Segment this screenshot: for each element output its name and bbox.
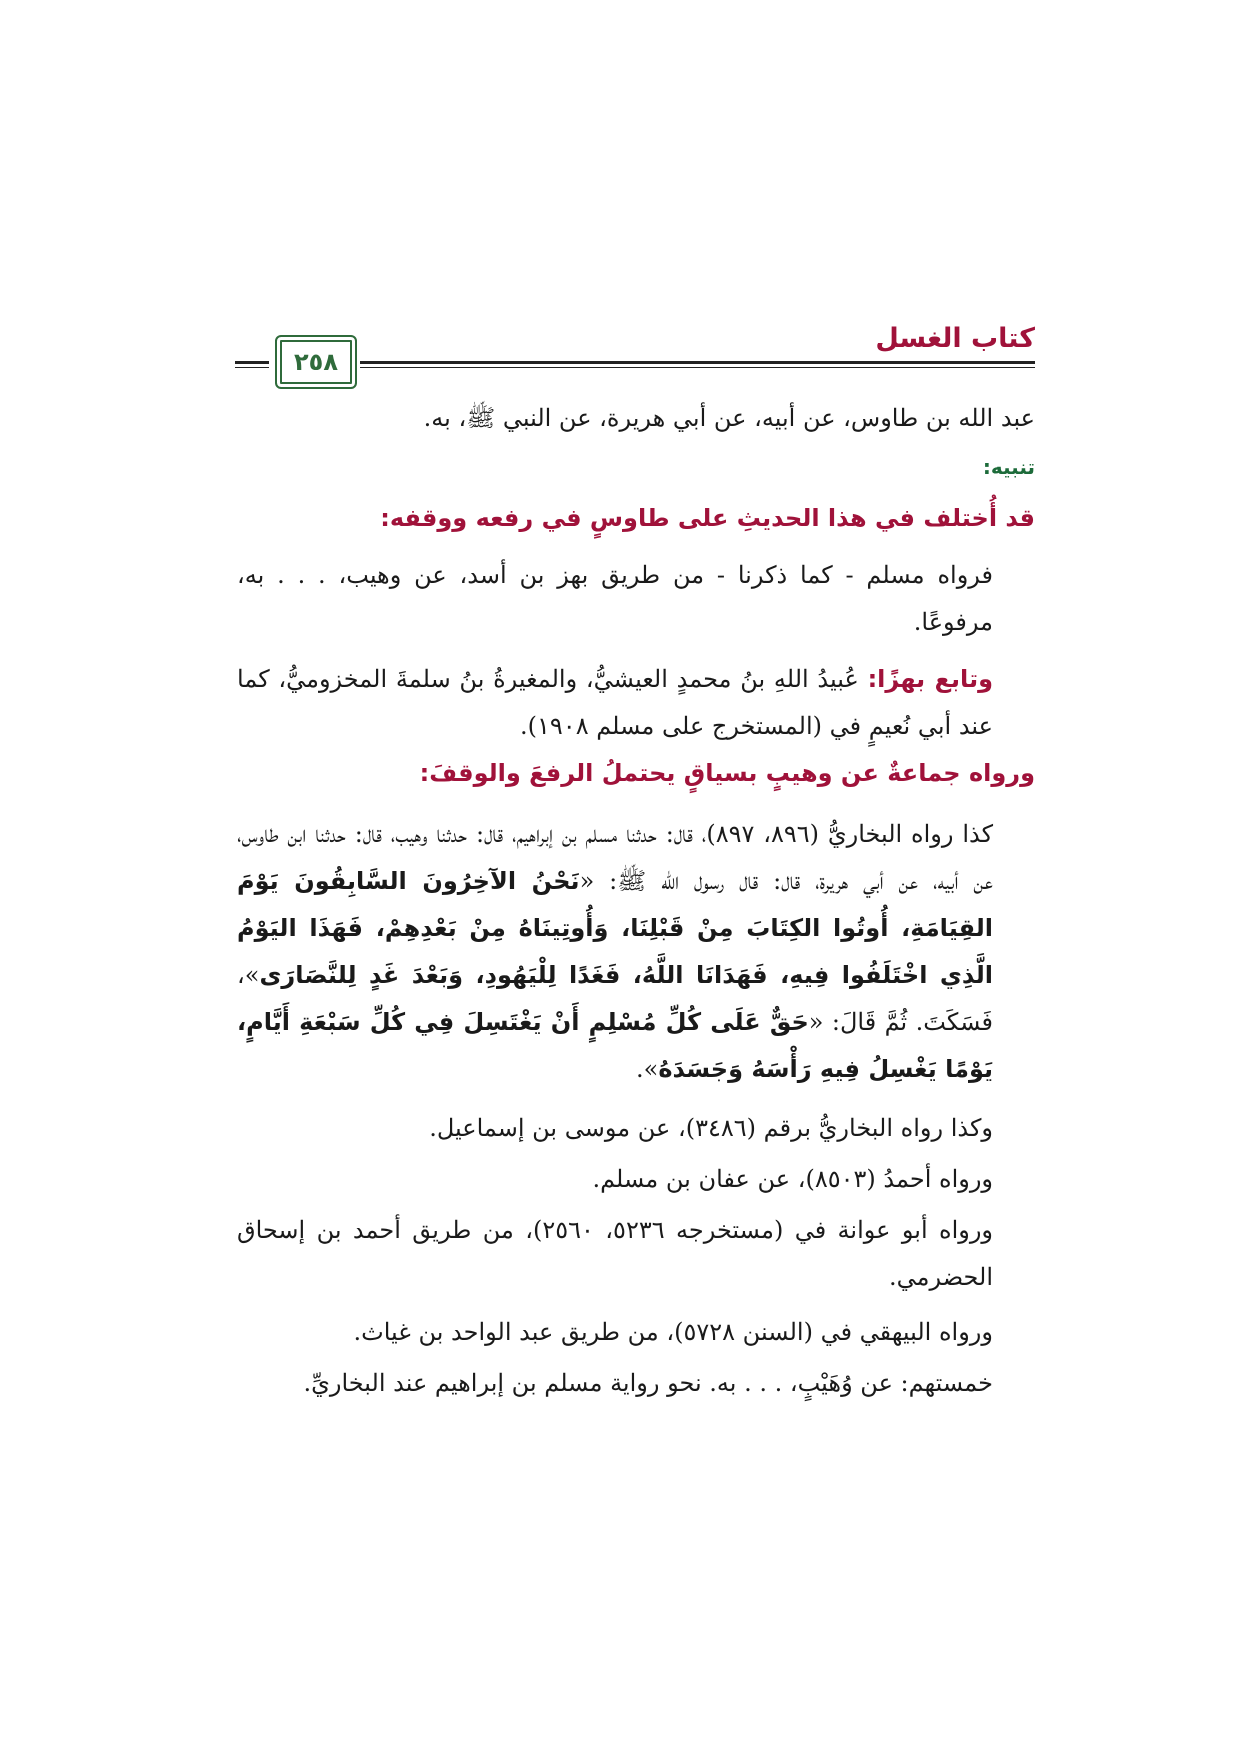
hadith-text: نَحْنُ الآخِرُونَ السَّابِقُونَ يَوْمَ القِيَامَةِ، أُوتُوا الكِتَابَ مِنْ قَبْلِنَا، وَأُوتِينَاهُ مِنْ بَعْدِهِمْ، فَهَذَا اليَوْمُ الَّذِي اخْتَلَفُوا فِيهِ، فَهَدَانَا اللَّهُ، فَغَدًا لِلْيَهُودِ، وَبَعْدَ غَدٍ لِلنَّصَارَى — [237, 867, 993, 989]
paragraph-bukhari — [237, 811, 1035, 1093]
page-number-badge — [275, 335, 357, 389]
paragraph-text: عُبيدُ اللهِ بنُ محمدٍ العيشيُّ، والمغيرةُ بنُ سلمةَ المخزوميُّ، كما عند أبي نُعيمٍ في (المستخرج على مسلم ١٩٠٨). — [237, 665, 993, 740]
header-rule-thin — [360, 367, 1035, 368]
heading-group-narration: ورواه جماعةٌ عن وهيبٍ بسياقٍ يحتملُ الرفعَ والوقفَ: — [419, 759, 1035, 787]
paragraph-text: ». — [636, 1055, 659, 1083]
header-rule-left — [235, 361, 269, 364]
note-title: تنبيه: — [982, 455, 1035, 479]
paragraph-text: »، فَسَكَتَ. ثُمَّ قَالَ: « — [237, 961, 993, 1036]
paragraph-ahmad: ورواه أحمدُ (٨٥٠٣)، عن عفان بن مسلم. — [592, 1165, 993, 1193]
paragraph-bayhaqi: ورواه البيهقي في (السنن ٥٧٢٨)، من طريق عبد الواحد بن غياث. — [353, 1318, 993, 1346]
paragraph-text: كذا رواه البخاريُّ (٨٩٦، ٨٩٧)، قال: حدثنا مسلم بن إبراهيم، قال: حدثنا وهيب، قال: حدثنا ابن طاوس، عن أبيه، عن أبي هريرة، قال: قال رسول الله ﷺ: « — [237, 820, 994, 895]
page-body — [237, 395, 1035, 1407]
paragraph-abu-awana: ورواه أبو عوانة في (مستخرجه ٥٢٣٦، ٢٥٦٠)، من طريق أحمد بن إسحاق الحضرمي. — [237, 1216, 994, 1291]
note-paragraph — [237, 446, 1035, 487]
paragraph-muslim-narration: فرواه مسلم - كما ذكرنا - من طريق بهز بن أسد، عن وهيب، . . . به، مرفوعًا. — [237, 561, 993, 636]
section-heading — [237, 495, 1035, 542]
paragraph-lead: وتابع بهزًا: — [867, 665, 994, 693]
running-title: كتاب الغسل — [875, 323, 1035, 354]
hadith-text: حَقٌّ عَلَى كُلِّ مُسْلِمٍ أَنْ يَغْتَسِلَ فِي كُلِّ سَبْعَةِ أَيَّامٍ، يَوْمًا يَغْسِلُ فِيهِ رَأْسَهُ وَجَسَدَهُ — [237, 1008, 993, 1083]
heading-disagreement: قد أُختلف في هذا الحديثِ على طاوسٍ في رفعه ووقفه: — [380, 504, 1035, 532]
page-header — [235, 305, 1035, 390]
section-heading — [237, 750, 1035, 797]
paragraph-followers — [237, 656, 1035, 750]
paragraph-bukhari-2: وكذا رواه البخاريُّ برقم (٣٤٨٦)، عن موسى بن إسماعيل. — [429, 1114, 993, 1142]
paragraph-isnad: عبد الله بن طاوس، عن أبيه، عن أبي هريرة، عن النبي ﷺ، به. — [423, 404, 1035, 432]
paragraph-summary: خمستهم: عن وُهَيْبٍ، . . . به. نحو رواية مسلم بن إبراهيم عند البخاريِّ. — [303, 1369, 993, 1397]
header-rule-left-thin — [235, 367, 269, 368]
page-number: ٢٥٨ — [294, 348, 338, 376]
header-rule — [360, 361, 1035, 364]
